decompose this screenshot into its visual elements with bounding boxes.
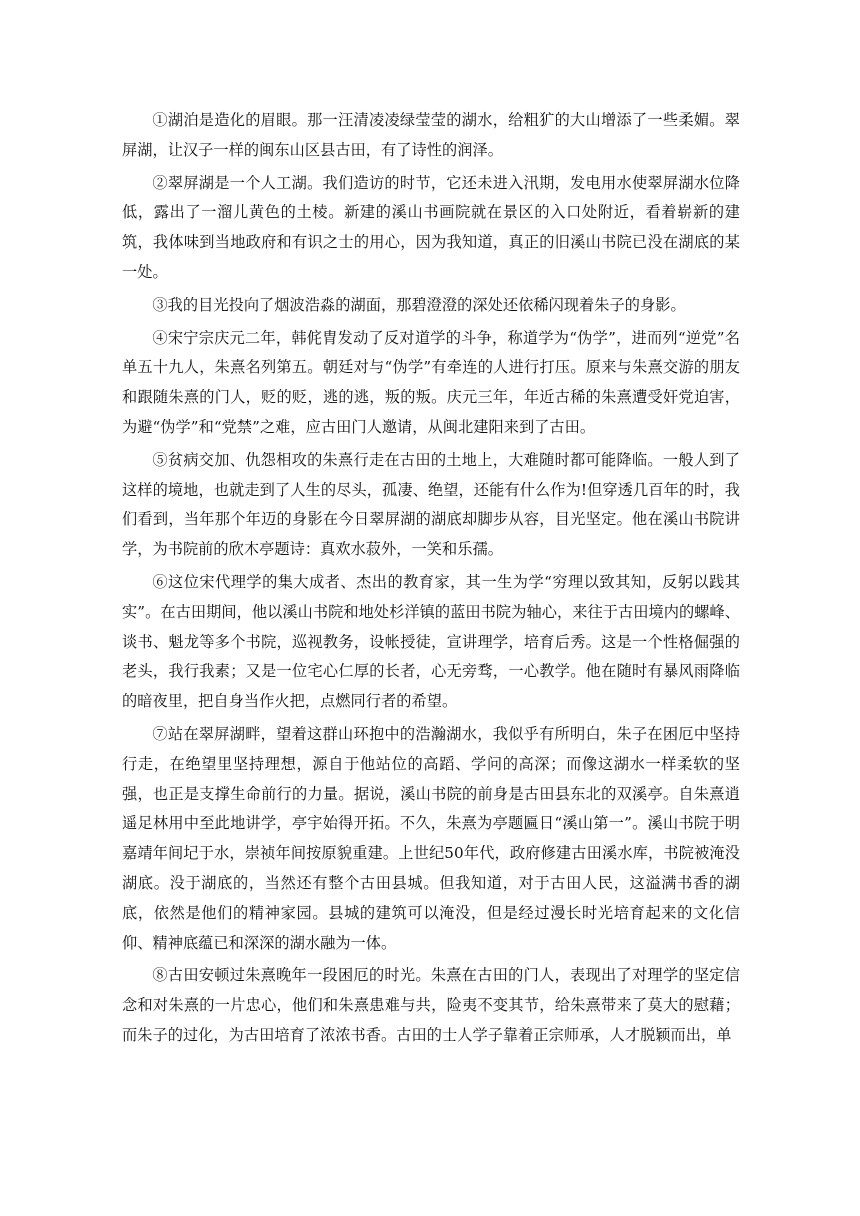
paragraph-4: ④宋宁宗庆元二年，韩侂胄发动了反对道学的斗争，称道学为“伪学”，进而列“逆党”名单五十九人，朱熹名列第五。朝廷对与“伪学”有牵连的人进行打压。原来与朱熹交游的朋友和跟随朱熹的门人，贬的贬，逃的逃，叛的叛。庆元三年，年近古稀的朱熹遭受奸党迫害，为避“伪学”和“党禁”之难，应古田门人邀请，从闽北建阳来到了古田。 bbox=[122, 328, 740, 436]
paragraph-1: ①湖泊是造化的眉眼。那一汪清凌凌绿莹莹的湖水，给粗犷的大山增添了一些柔媚。翠屏湖，让汉子一样的闽东山区县古田，有了诗性的润泽。 bbox=[122, 111, 740, 159]
paragraph-7: ⑦站在翠屏湖畔，望着这群山环抱中的浩瀚湖水，我似乎有所明白，朱子在困厄中坚持行走，在绝望里坚持理想，源自于他站位的高蹈、学问的高深；而像这湖水一样柔软的坚强，也正是支撑生命前行的力量。据说，溪山书院的前身是古田县东北的双溪亭。自朱熹逍遥足林用中至此地讲学，亭宇始得开拓。不久，朱熹为亭题匾日“溪山第一”。溪山书院于明嘉靖年间圮于水，崇祯年间按原貌重建。上世纪50年代，政府修建古田溪水库，书院被淹没湖底。没于湖底的，当然还有整个古田县城。但我知道，对于古田人民，这溢满书香的湖底，依然是他们的精神家园。县城的建筑可以淹没，但是经过漫长时光培育起来的文化信仰、精神底蕴已和深深的湖水融为一体。 bbox=[122, 724, 740, 952]
article-body bbox=[122, 106, 740, 1054]
paragraph-6: ⑥这位宋代理学的集大成者、杰出的教育家，其一生为学“穷理以致其知，反躬以践其实”。在古田期间，他以溪山书院和地处杉洋镇的蓝田书院为轴心，来往于古田境内的螺峰、谈书、魁龙等多个书院，巡视教务，设帐授徒，宣讲理学，培育后秀。这是一个性格倔强的老头，我行我素；又是一位宅心仁厚的长者，心无旁骛，一心教学。他在随时有暴风雨降临的暗夜里，把自身当作火把，点燃同行者的希望。 bbox=[122, 572, 740, 711]
paragraph-2: ②翠屏湖是一个人工湖。我们造访的时节，它还未进入汛期，发电用水使翠屏湖水位降低，露出了一溜儿黄色的土棱。新建的溪山书画院就在景区的入口处附近，看着崭新的建筑，我体味到当地政府和有识之士的用心，因为我知道，真正的旧溪山书院已没在湖底的某一处。 bbox=[122, 173, 740, 281]
paragraph-5: ⑤贫病交加、仇怨相攻的朱熹行走在古田的土地上，大难随时都可能降临。一般人到了这样的境地，也就走到了人生的尽头，孤凄、绝望，还能有什么作为!但穿透几百年的时，我们看到，当年那个年迈的身影在今日翠屏湖的湖底却脚步从容，目光坚定。他在溪山书院讲学，为书院前的欣木亭题诗：真欢水菽外，一笑和乐孺。 bbox=[122, 450, 740, 559]
paragraph-8: ⑧古田安顿过朱熹晚年一段困厄的时光。朱熹在古田的门人，表现出了对理学的坚定信念和对朱熹的一片忠心，他们和朱熹患难与共，险夷不变其节，给朱熹带来了莫大的慰藉；而朱子的过化，为古田培育了浓浓书香。古田的士人学子靠着正宗师承，人才脱颖而出，单 bbox=[122, 966, 740, 1044]
paragraph-3: ③我的目光投向了烟波浩淼的湖面，那碧澄澄的深处还依稀闪现着朱子的身影。 bbox=[152, 295, 686, 314]
